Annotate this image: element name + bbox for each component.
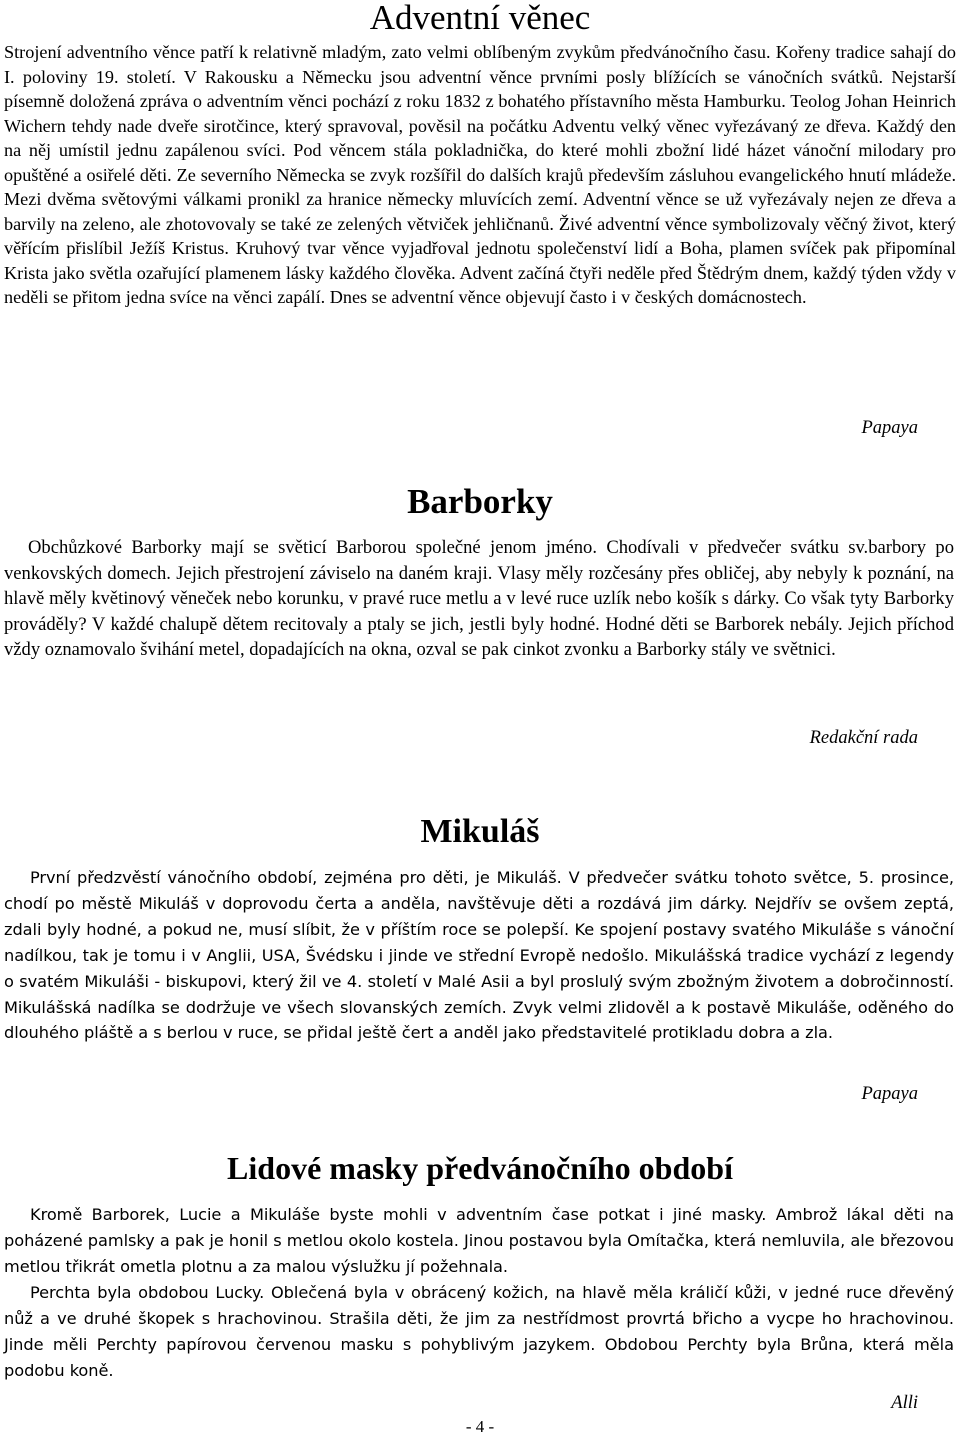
author-signature: Alli — [891, 1393, 918, 1413]
section-text-advent-wreath: Strojení adventního věnce patří k relativně mladým, zato velmi oblíbeným zvykům předvánočního času. Kořeny tradice sahají do I. poloviny 19. století. V Rakousku a Německu jsou adventní věnce prvními posly blížících se vánočních svátků. Nejstarší písemně doložená zpráva o adventním věnci pochází z roku 1832 z bohatého přístavního města Hamburku. Teolog Johan Heinrich Wichern tehdy nade dveře sirotčince, který spravoval, pověsil na počátku Adventu velký věnec vyřezávaný ze dřeva. Každý den na něj umístil jednu zapálenou svíci. Pod věncem stála pokladnička, do které mohli zbožní lidé házet vánoční milodary pro opuštěné a osiřelé děti. Ze severního Německa se zvyk rozšířil do dalších krajů především zásluhou evangelického hnutí mládeže. Mezi dvěma světovými válkami pronikl za hranice německy mluvících zemí. Adventní věnce se už vyřezávaly nejen ze dřeva a barvily na zeleno, ale zhotovovaly se také ze zelených větviček jehličnanů. Živé adventní věnce symbolizovaly věčný život, který věřícím přislíbil Ježíš Kristus. Kruhový tvar věnce vyjadřoval jednotu společenství lidí a Boha, plamen svíček pak připomínal Krista jako světla ozařující plamenem lásky každého člověka. Advent začíná čtyři neděle před Štědrým dnem, každý týden vždy v neděli se přitom jedna svíce na věnci zapálí. Dnes se adventní věnce objevují často i v českých domácnostech. — [4, 42, 956, 307]
section-text-barborky: Obchůzkové Barborky mají se světicí Barborou společné jenom jméno. Chodívali v předvečer svátku sv.barbory po venkovských domech. Jejich přestrojení záviselo na daném kraji. Vlasy měly rozčesány přes obličej, aby nebyly k poznání, na hlavě měly květinový věneček nebo korunku, v pravé ruce metlu a v levé ruce uzlík nebo košík s dárky. Co však tyty Barborky prováděly? V každé chalupě dětem recitovaly a ptaly se jich, jestli byly hodné. Hodné děti se Barborek nebály. Jejich příchod vždy oznamovalo švihání metel, dopadajících na okna, ozval se pak cinkot zvonku a Barborky stály ve světnici. — [4, 537, 954, 661]
author-signature: Papaya — [861, 418, 918, 438]
section-title-folk-masks: Lidové masky předvánočního období — [227, 1150, 733, 1186]
section-title-advent-wreath: Adventní věnec — [369, 0, 591, 37]
section-title-barborky: Barborky — [407, 482, 553, 521]
author-signature: Papaya — [861, 1084, 918, 1104]
section-paragraph-2: Perchta byla obdobou Lucky. Oblečená byla v obrácený kožich, na hlavě měla králičí kůži, v jedné ruce dřevěný nůž a ve druhé škopek s hrachovinou. Strašila děti, že jim za nestřídmost provrtá břicho a vycpe ho hrachovinou. Jinde měli Perchty papírovou červenou masku s pohyblivým jazykem. Obdobou Perchty byla Brůna, která měla podobu koně. — [4, 1283, 954, 1380]
page-number: - 4 - — [465, 1417, 495, 1436]
author-signature: Redakční rada — [809, 728, 918, 748]
section-paragraph-1: Kromě Barborek, Lucie a Mikuláše byste mohli v adventním čase potkat i jiné masky. Ambrož lákal děti na poházené pamlsky a pak je honil s metlou okolo kostela. Jinou postavou byla Omítačka, která nemluvila, ale březovou metlou třikrát ometla plotnu a za malou výslužku jí požehnala. — [4, 1205, 954, 1276]
section-title-mikulas: Mikuláš — [420, 813, 540, 850]
section-text-mikulas: První předzvěstí vánočního období, zejména pro děti, je Mikuláš. V předvečer svátku tohoto světce, 5. prosince, chodí po městě Mikuláš v doprovodu čerta a anděla, navštěvuje děti a rozdává jim dárky. Nejdřív se ovšem zeptá, zdali byly hodné, a pokud ne, musí slíbit, že v příštím roce se polepší. Ke spojení postavy svatého Mikuláše s vánoční nadílkou, tak je tomu i v Anglii, USA, Švédsku i jinde ve střední Evropě nedošlo. Mikulášská tradice vychází z legendy o svatém Mikuláši - biskupovi, který žil ve 4. století v Malé Asii a byl proslulý svým zbožným životem a dobročinností. Mikulášská nadílka se dodržuje ve všech slovanských zemích. Zvyk velmi zlidověl a k postavě Mikuláše, oděného do dlouhého pláště a s berlou v ruce, se přidal ještě čert a anděl jako představitelé protikladu dobra a zla. — [4, 868, 954, 1043]
